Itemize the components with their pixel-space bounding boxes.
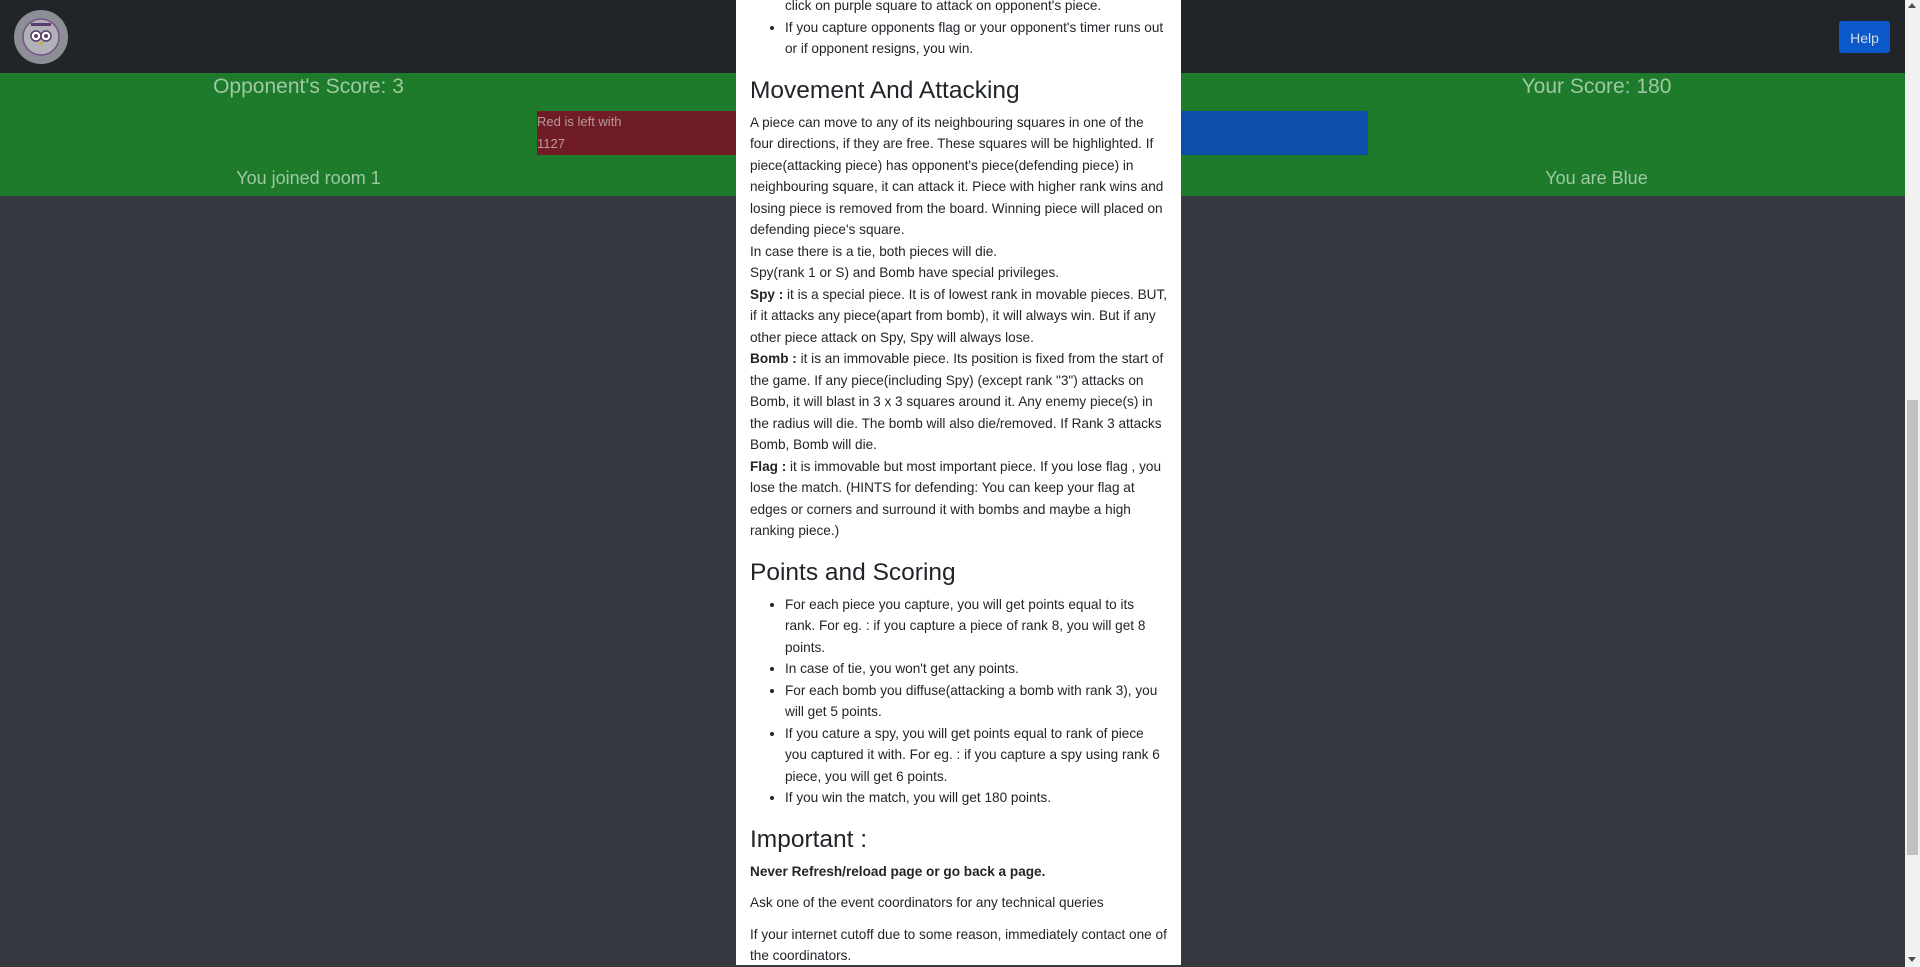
warning-text xyxy=(750,861,1168,883)
bomb-text: it is an immovable piece. Its position is fixed from the start of the game. If any piece(including Spy) (except rank "3") attacks on Bomb, it will blast in 3 x 3 squares around it. Any enemy piece(s) in the radius will die. The bomb will also die/removed. If Rank 3 attacks Bomb, Bomb will die. xyxy=(750,351,1164,452)
bomb-rule xyxy=(750,348,1168,456)
warning-bold: Never Refresh/reload page or go back a page. xyxy=(750,863,1046,879)
rules-list xyxy=(750,0,1168,60)
important-heading: Important : xyxy=(750,825,868,853)
list-item: • For each bomb you diffuse(attacking a bomb with rank 3), you will get 5 points. xyxy=(785,680,1168,723)
list-item: • If you capture opponents flag or your opponent's timer runs out or if opponent resigns, you win. xyxy=(785,17,1168,60)
list-item: • If you win the match, you will get 180 points. xyxy=(785,787,1168,809)
flag-rule xyxy=(750,456,1168,542)
red-timer-value: 1127 xyxy=(537,136,565,151)
spy-label: Spy : xyxy=(750,286,784,302)
flag-text: it is immovable but most important piece. If you lose flag , you lose the match. (HINTS for defending: You can keep your flag at edges or corners and surround it with bombs and maybe a high ranking piece.) xyxy=(750,458,1162,538)
owl-logo-icon[interactable] xyxy=(14,10,68,64)
spy-rule xyxy=(750,284,1168,349)
opponent-score: Opponent's Score: 3 xyxy=(213,75,404,98)
room-message: You joined room 1 xyxy=(236,168,381,188)
list-item: click on purple square to attack on opponent's piece. xyxy=(785,0,1102,13)
red-timer-label: Red is left with xyxy=(537,114,622,129)
queries-text: Ask one of the event coordinators for any technical queries xyxy=(750,895,1104,910)
list-item: • If you cature a spy, you will get points equal to rank of piece you captured it with. For eg. : if you capture a spy using rank 6 piece, you will get 6 points. xyxy=(785,723,1168,788)
player-color-message: You are Blue xyxy=(1545,168,1648,188)
help-modal[interactable] xyxy=(736,0,1181,965)
your-score: Your Score: 180 xyxy=(1521,75,1672,98)
scroll-down-icon[interactable] xyxy=(1908,957,1916,962)
scroll-up-icon[interactable] xyxy=(1908,3,1916,8)
spy-text: it is a special piece. It is of lowest rank in movable pieces. BUT, if it attacks any piece(apart from bomb), it will always win. But if any other piece attack on Spy, Spy will always lose. xyxy=(750,286,1168,345)
movement-heading: Movement And Attacking xyxy=(750,76,1020,104)
movement-text: A piece can move to any of its neighbouring squares in one of the four directions, if they are free. These squares will be highlighted. If piece(attacking piece) has opponent's piece(defending piece) in neighbouring square, it can attack it. Piece with higher rank wins and losing piece is removed from the board. Winning piece will placed on defending piece's square. xyxy=(750,114,1164,237)
flag-label: Flag : xyxy=(750,458,787,474)
help-button[interactable]: Help xyxy=(1839,21,1890,53)
scrollbar-thumb[interactable] xyxy=(1907,400,1918,855)
list-item: • In case of tie, you won't get any points. xyxy=(785,658,1168,680)
cutoff-text: If your internet cutoff due to some reason, immediately contact one of the coordinators. xyxy=(750,926,1167,963)
bomb-label: Bomb : xyxy=(750,351,797,366)
page-scrollbar[interactable] xyxy=(1905,0,1920,967)
tie-text: In case there is a tie, both pieces will die. xyxy=(750,243,998,259)
points-heading: Points and Scoring xyxy=(750,558,956,586)
special-privileges-text: Spy(rank 1 or S) and Bomb have special privileges. xyxy=(750,265,1060,280)
points-list xyxy=(750,594,1168,809)
list-item: • For each piece you capture, you will get points equal to its rank. For eg. : if you capture a piece of rank 8, you will get 8 points. xyxy=(785,594,1168,659)
